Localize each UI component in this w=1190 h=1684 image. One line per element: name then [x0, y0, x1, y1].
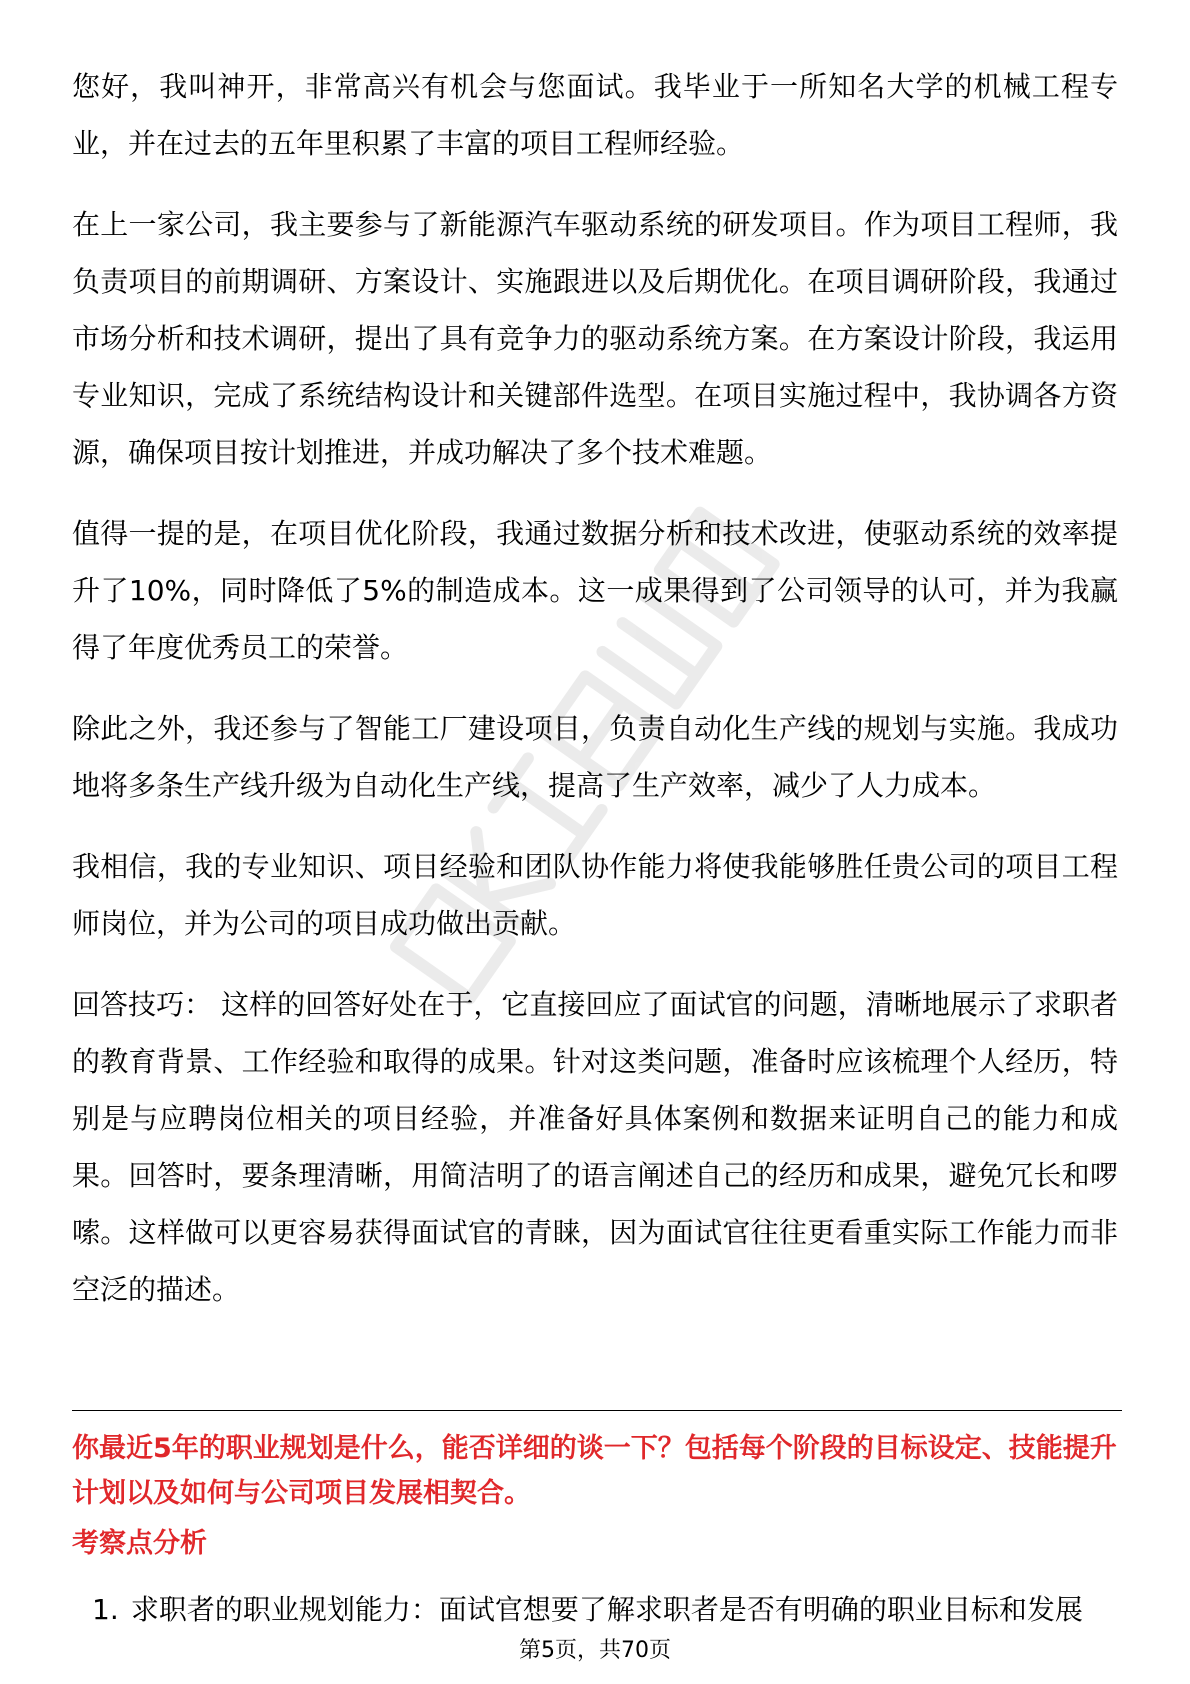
analysis-list-item: [92, 1590, 1122, 1630]
section-divider: [72, 1410, 1122, 1411]
answer-tips-paragraph: 回答技巧： 这样的回答好处在于，它直接回应了面试官的问题，清晰地展示了求职者的教育背景、工作经验和取得的成果。针对这类问题，准备时应该梳理个人经历，特别是与应聘岗位相关的项目经验，并准备好具体案例和数据来证明自己的能力和成果。回答时，要条理清晰，用简洁明了的语言阐述自己的经历和成果，避免冗长和啰嗦。这样做可以更容易获得面试官的青睐，因为面试官往往更看重实际工作能力而非空泛的描述。: [72, 988, 1118, 1306]
list-item-number: 1.: [92, 1593, 119, 1626]
page-number-footer: 第5页，共70页: [519, 1638, 671, 1663]
answer-paragraph-intro: 您好，我叫神开，非常高兴有机会与您面试。我毕业于一所知名大学的机械工程专业，并在过去的五年里积累了丰富的项目工程师经验。: [72, 70, 1118, 160]
answer-body: [72, 58, 1118, 1342]
answer-paragraph-achievement: 值得一提的是，在项目优化阶段，我通过数据分析和技术改进，使驱动系统的效率提升了10%，同时降低了5%的制造成本。这一成果得到了公司领导的认可，并为我赢得了年度优秀员工的荣誉。: [72, 517, 1118, 664]
analysis-heading: 考察点分析: [72, 1528, 207, 1559]
answer-paragraph-experience: 在上一家公司，我主要参与了新能源汽车驱动系统的研发项目。作为项目工程师，我负责项目的前期调研、方案设计、实施跟进以及后期优化。在项目调研阶段，我通过市场分析和技术调研，提出了具有竞争力的驱动系统方案。在方案设计阶段，我运用专业知识，完成了系统结构设计和关键部件选型。在项目实施过程中，我协调各方资源，确保项目按计划推进，并成功解决了多个技术难题。: [72, 208, 1118, 469]
answer-paragraph-conclusion: 我相信，我的专业知识、项目经验和团队协作能力将使我能够胜任贵公司的项目工程师岗位，并为公司的项目成功做出贡献。: [72, 850, 1118, 940]
list-item-text: 求职者的职业规划能力：面试官想要了解求职者是否有明确的职业目标和发展: [130, 1593, 1083, 1626]
answer-paragraph-other-project: 除此之外，我还参与了智能工厂建设项目，负责自动化生产线的规划与实施。我成功地将多条生产线升级为自动化生产线，提高了生产效率，减少了人力成本。: [72, 712, 1118, 802]
interview-question: 你最近5年的职业规划是什么，能否详细的谈一下？包括每个阶段的目标设定、技能提升计划以及如何与公司项目发展相契合。: [72, 1433, 1117, 1509]
